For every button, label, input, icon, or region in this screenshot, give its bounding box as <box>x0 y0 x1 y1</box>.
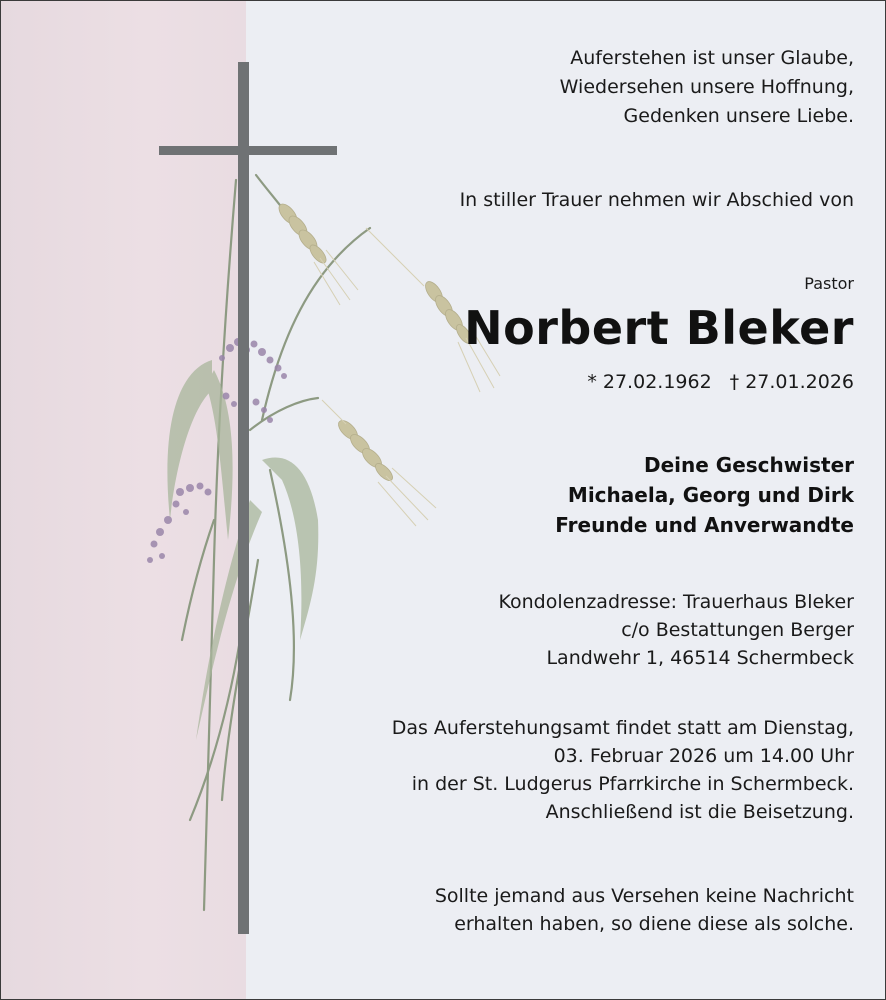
service-line: 03. Februar 2026 um 14.00 Uhr <box>553 745 854 767</box>
mourner-line: Deine Geschwister <box>644 453 854 477</box>
motto-line: Wiedersehen unsere Hoffnung, <box>559 76 854 98</box>
motto <box>334 44 854 131</box>
birth-date: * 27.02.1962 <box>587 371 712 393</box>
intro-text: In stiller Trauer nehmen wir Abschied von <box>459 189 854 211</box>
closing-note <box>334 882 854 938</box>
address-line: Landwehr 1, 46514 Schermbeck <box>546 647 854 669</box>
service-line: Anschließend ist die Beisetzung. <box>545 801 854 823</box>
deceased-name: Norbert Bleker <box>464 301 854 355</box>
mourner-line: Freunde und Anverwandte <box>555 513 854 537</box>
deceased-title: Pastor <box>804 274 854 293</box>
service-line: in der St. Ludgerus Pfarrkirche in Schermbeck. <box>411 773 854 795</box>
mourners <box>334 450 854 540</box>
mourner-line: Michaela, Georg und Dirk <box>567 483 854 507</box>
address-line: Kondolenzadresse: Trauerhaus Bleker <box>498 591 854 613</box>
life-dates <box>334 368 854 396</box>
service-info <box>334 714 854 826</box>
condolence-address <box>334 588 854 672</box>
motto-line: Gedenken unsere Liebe. <box>623 105 854 127</box>
motto-line: Auferstehen ist unser Glaube, <box>570 47 854 69</box>
closing-line: erhalten haben, so diene diese als solche. <box>454 913 854 935</box>
closing-line: Sollte jemand aus Versehen keine Nachricht <box>434 885 854 907</box>
flower-icon <box>147 338 287 563</box>
death-date: † 27.01.2026 <box>729 371 854 393</box>
service-line: Das Auferstehungsamt findet statt am Dienstag, <box>391 717 854 739</box>
address-line: c/o Bestattungen Berger <box>621 619 854 641</box>
